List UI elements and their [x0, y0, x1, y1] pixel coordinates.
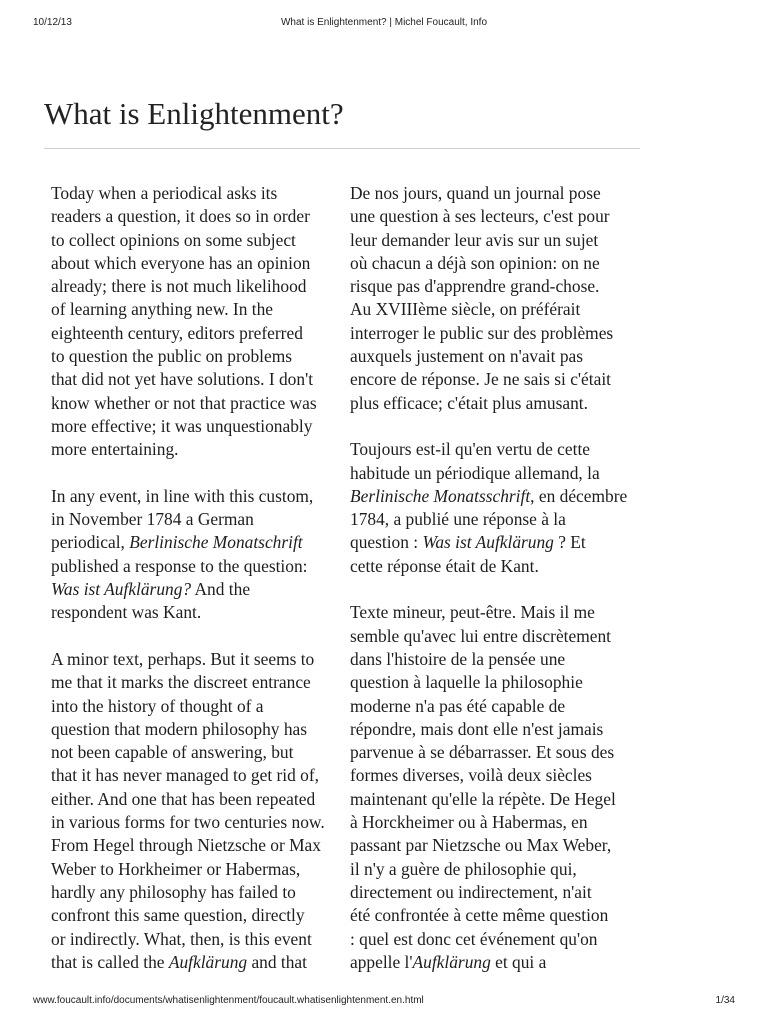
- english-paragraph: [51, 648, 341, 974]
- text-line: cette réponse était de Kant.: [350, 555, 539, 576]
- text-line: auxquels justement on n'avait pas: [350, 346, 584, 367]
- text-line: hardly any philosophy has failed to: [51, 881, 296, 902]
- text-line: leur demander leur avis sur un sujet: [350, 229, 599, 250]
- page-url: www.foucault.info/documents/whatisenlightenment/foucault.whatisenlightenment.en.html: [33, 995, 424, 1006]
- text-line: confront this same question, directly: [51, 905, 305, 926]
- text-line: semble qu'avec lui entre discrètement: [350, 625, 611, 646]
- text-line: il n'y a guère de philosophie qui,: [350, 858, 577, 879]
- text-line: know whether or not that practice was: [51, 392, 317, 413]
- text-line: maintenant qu'elle la répète. De Hegel: [350, 788, 616, 809]
- text-line: risque pas d'apprendre grand-chose.: [350, 276, 600, 297]
- english-paragraph: [51, 182, 341, 462]
- article-title: What is Enlightenment?: [44, 96, 344, 131]
- text-line: already; there is not much likelihood: [51, 276, 307, 297]
- french-paragraph: [350, 438, 640, 578]
- text-line: that it has never managed to get rid of,: [51, 765, 320, 786]
- text-line: to question the public on problems: [51, 346, 293, 367]
- text-line: passant par Nietzsche ou Max Weber,: [350, 835, 612, 856]
- text-line: to collect opinions on some subject: [51, 229, 296, 250]
- text-line: Toujours est-il qu'en vertu de cette: [350, 439, 590, 460]
- text-line: not been capable of answering, but: [51, 742, 294, 763]
- text-line: interroger le public sur des problèmes: [350, 322, 614, 343]
- italic-term: Berlinische Monatschrift: [129, 532, 303, 553]
- text-line: répondre, mais dont elle n'est jamais: [350, 718, 604, 739]
- italic-term: Was ist Aufklärung: [422, 532, 554, 553]
- text-line: of learning anything new. In the: [51, 299, 273, 320]
- text-line: From Hegel through Nietzsche or Max: [51, 835, 321, 856]
- text-line: in various forms for two centuries now.: [51, 812, 325, 833]
- text-line: Texte mineur, peut-être. Mais il me: [350, 602, 595, 623]
- text-line: readers a question, it does so in order: [51, 206, 310, 227]
- text-line: A minor text, perhaps. But it seems to: [51, 648, 315, 669]
- text-line: question : Was ist Aufklärung ? Et: [350, 532, 586, 553]
- text-line: periodical, Berlinische Monatschrift: [51, 532, 303, 553]
- text-line: either. And one that has been repeated: [51, 788, 316, 809]
- text-line: or indirectly. What, then, is this event: [51, 928, 312, 949]
- text-line: question that modern philosophy has: [51, 718, 308, 739]
- italic-term: Aufklärung: [168, 951, 248, 972]
- text-line: that is called the Aufklärung and that: [51, 951, 307, 972]
- text-line: directement ou indirectement, n'ait: [350, 881, 592, 902]
- text-line: été confrontée à cette même question: [350, 905, 609, 926]
- text-line: Au XVIIIème siècle, on préférait: [350, 299, 581, 320]
- text-line: où chacun a déjà son opinion: on ne: [350, 252, 600, 273]
- text-line: into the history of thought of a: [51, 695, 264, 716]
- english-paragraph: [51, 485, 341, 625]
- text-line: In any event, in line with this custom,: [51, 485, 314, 506]
- text-line: more entertaining.: [51, 439, 179, 460]
- text-line: eighteenth century, editors preferred: [51, 322, 303, 343]
- english-column: [51, 182, 341, 997]
- french-paragraph: [350, 182, 640, 415]
- text-line: 1784, a publié une réponse à la: [350, 509, 566, 530]
- text-line: une question à ses lecteurs, c'est pour: [350, 206, 610, 227]
- french-column: [350, 182, 640, 997]
- text-line: dans l'histoire de la pensée une: [350, 648, 566, 669]
- text-line: plus efficace; c'était plus amusant.: [350, 392, 588, 413]
- text-line: formes diverses, voilà deux siècles: [350, 765, 592, 786]
- text-line: published a response to the question:: [51, 555, 308, 576]
- text-line: that did not yet have solutions. I don't: [51, 369, 314, 390]
- french-paragraph: [350, 601, 640, 974]
- text-line: Weber to Horkheimer or Habermas,: [51, 858, 301, 879]
- text-line: in November 1784 a German: [51, 509, 254, 530]
- text-line: moderne n'a pas été capable de: [350, 695, 566, 716]
- text-line: à Horckheimer ou à Habermas, en: [350, 812, 588, 833]
- text-line: De nos jours, quand un journal pose: [350, 183, 601, 203]
- text-line: appelle l'Aufklärung et qui a: [350, 951, 547, 972]
- text-line: question à laquelle la philosophie: [350, 672, 583, 693]
- italic-term: Berlinische Monatsschrift: [350, 485, 531, 506]
- text-line: Was ist Aufklärung? And the: [51, 579, 251, 600]
- page-number: 1/34: [715, 995, 735, 1006]
- italic-term: Was ist Aufklärung?: [51, 579, 192, 600]
- text-line: : quel est donc cet événement qu'on: [350, 928, 598, 949]
- text-line: me that it marks the discreet entrance: [51, 672, 311, 693]
- text-line: habitude un périodique allemand, la: [350, 462, 600, 483]
- text-line: Today when a periodical asks its: [51, 183, 278, 203]
- text-line: more effective; it was unquestionably: [51, 415, 313, 436]
- print-page-title: What is Enlightenment? | Michel Foucault, Info: [280, 17, 488, 28]
- text-line: encore de réponse. Je ne sais si c'était: [350, 369, 611, 390]
- text-line: Berlinische Monatsschrift, en décembre: [350, 485, 628, 506]
- text-line: parvenue à se débarrasser. Et sous des: [350, 742, 615, 763]
- italic-term: Aufklärung: [412, 951, 491, 972]
- text-line: respondent was Kant.: [51, 602, 202, 623]
- title-divider: [44, 148, 640, 149]
- print-date: 10/12/13: [33, 17, 72, 28]
- text-line: about which everyone has an opinion: [51, 252, 311, 273]
